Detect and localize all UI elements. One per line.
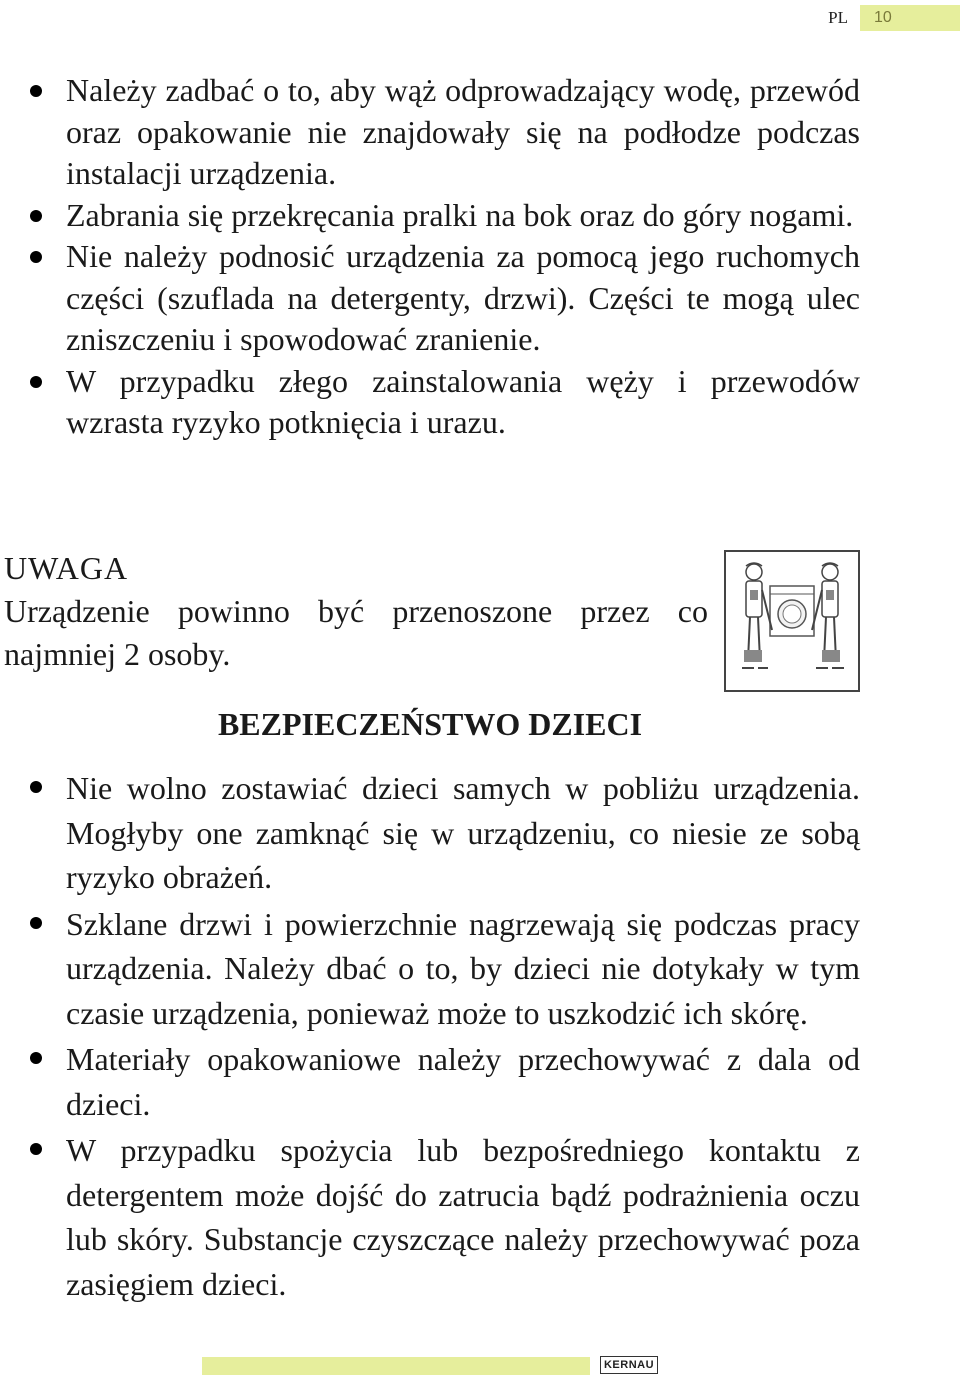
bullet-icon xyxy=(30,1052,42,1064)
list-item: Zabrania się przekręcania pralki na bok oraz do góry nogami. xyxy=(0,195,860,237)
list-item: Należy zadbać o to, aby wąż odprowadzający wodę, przewód oraz opakowanie nie znajdowały się na podłodze podczas instalacji urządzenia. xyxy=(0,70,860,195)
two-people-carrying-washer-illustration xyxy=(724,550,860,692)
list-item: Szklane drzwi i powierzchnie nagrzewają się podczas pracy urządzenia. Należy dbać o to, by dzieci nie dotykały w tym czasie urządzenia, ponieważ może to uszkodzić ich skórę. xyxy=(0,902,860,1036)
section-title: BEZPIECZEŃSTWO DZIECI xyxy=(217,706,643,742)
list-item: Nie wolno zostawiać dzieci samych w pobliżu urządzenia. Mogłyby one zamknąć się w urządzeniu, co niesie ze sobą ryzyko obrażeń. xyxy=(0,766,860,900)
warning-text: Urządzenie powinno być przenoszone przez co najmniej 2 osoby. xyxy=(4,593,708,672)
brand-logo: KERNAU xyxy=(600,1356,658,1374)
child-safety-list xyxy=(0,766,860,1308)
list-item: Materiały opakowaniowe należy przechowywać z dala od dzieci. xyxy=(0,1037,860,1126)
bullet-icon xyxy=(30,781,42,793)
language-label: PL xyxy=(828,8,848,27)
bullet-icon xyxy=(30,210,42,222)
list-item: W przypadku złego zainstalowania węży i przewodów wzrasta ryzyko potknięcia i urazu. xyxy=(0,361,860,444)
page-number: 10 xyxy=(860,5,960,31)
bullet-icon xyxy=(30,917,42,929)
warning-title: UWAGA xyxy=(4,550,129,586)
bullet-icon xyxy=(30,251,42,263)
footer-accent-bar xyxy=(202,1357,590,1375)
bullet-icon xyxy=(30,376,42,388)
page-header xyxy=(828,4,960,32)
bullet-icon xyxy=(30,1143,42,1155)
installation-safety-list xyxy=(0,70,860,444)
list-item: Nie należy podnosić urządzenia za pomocą jego ruchomych części (szuflada na detergenty, drzwi). Części te mogą ulec zniszczeniu i spowodować zranienie. xyxy=(0,236,860,361)
bullet-icon xyxy=(30,85,42,97)
list-item: W przypadku spożycia lub bezpośredniego kontaktu z detergentem może dojść do zatrucia bądź podrażnienia oczu lub skóry. Substancje czyszczące należy przechowywać poza zasięgiem dzieci. xyxy=(0,1128,860,1306)
